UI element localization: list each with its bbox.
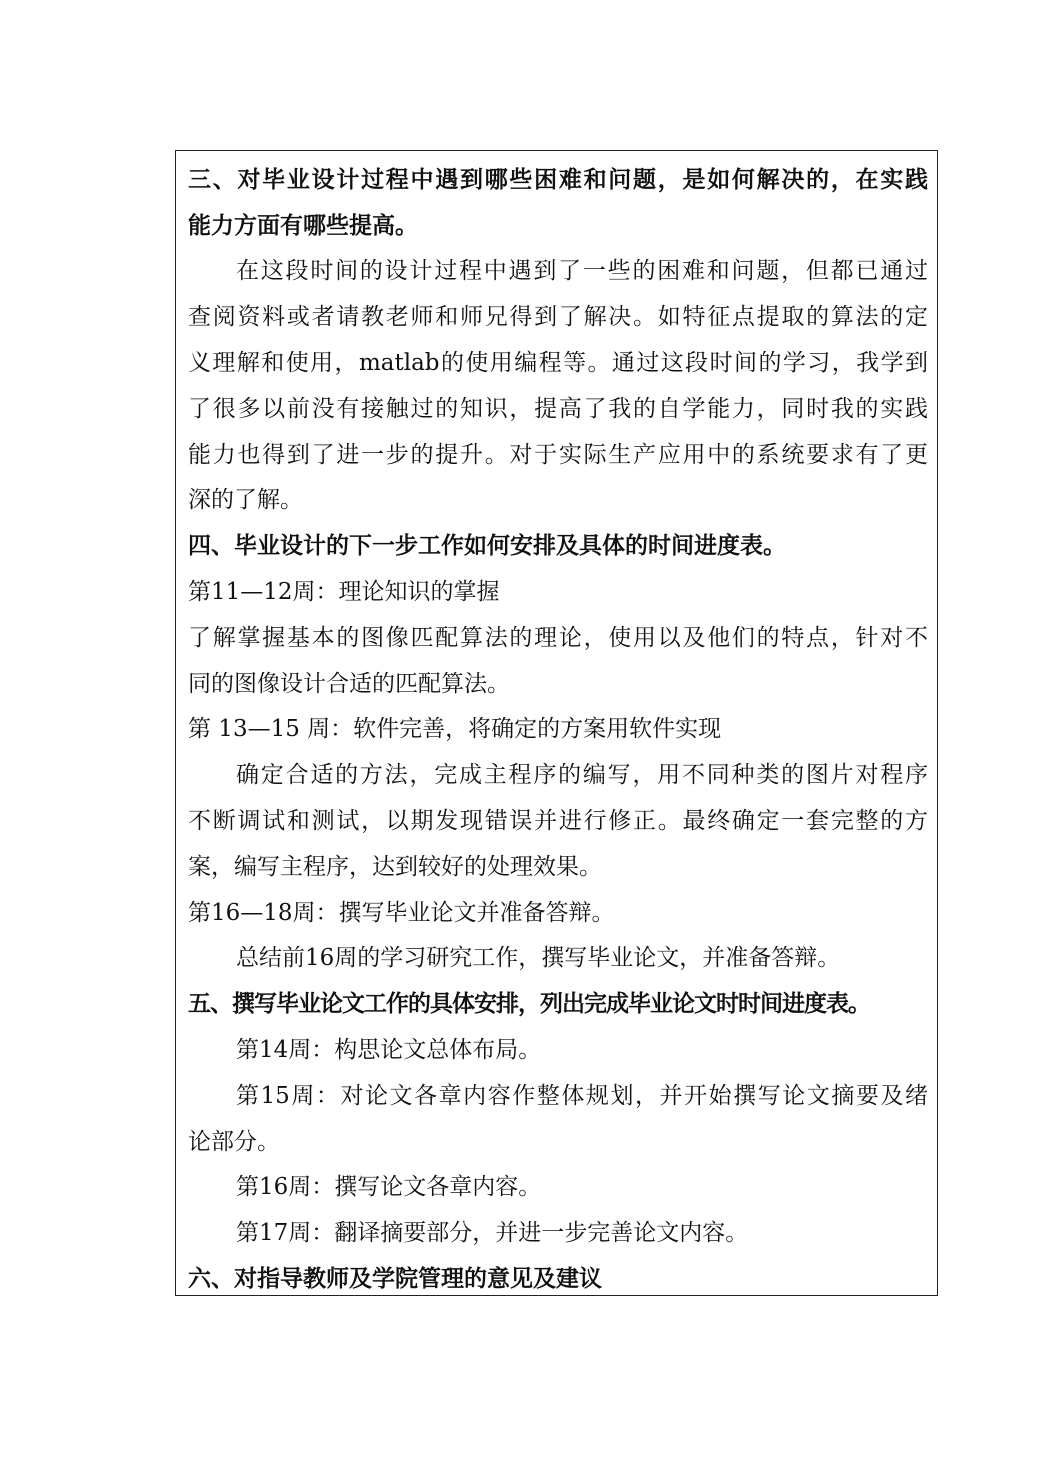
schedule-item: 第15周：对论文各章内容作整体规划，并开始撰写论文摘要及绪 (236, 1083, 928, 1109)
schedule-item: 第17周：翻译摘要部分，并进一步完善论文内容。 (236, 1220, 749, 1246)
paragraph-line: 论部分。 (188, 1129, 280, 1155)
schedule-item: 第16—18周：撰写毕业论文并准备答辩。 (188, 900, 615, 926)
schedule-item: 第11—12周：理论知识的掌握 (188, 579, 500, 605)
paragraph-line: 义理解和使用，matlab的使用编程等。通过这段时间的学习，我学到 (188, 350, 928, 376)
section-6-heading: 六、对指导教师及学院管理的意见及建议 (188, 1265, 602, 1292)
paragraph-line: 确定合适的方法，完成主程序的编写，用不同种类的图片对程序 (236, 762, 928, 788)
paragraph-line: 总结前16周的学习研究工作，撰写毕业论文，并准备答辩。 (236, 945, 841, 971)
section-3-heading-cont: 能力方面有哪些提高。 (188, 212, 418, 239)
paragraph-line: 在这段时间的设计过程中遇到了一些的困难和问题，但都已通过 (236, 258, 928, 284)
paragraph-line: 深的了解。 (188, 487, 303, 513)
paragraph-line: 能力也得到了进一步的提升。对于实际生产应用中的系统要求有了更 (188, 442, 928, 468)
section-4-heading: 四、毕业设计的下一步工作如何安排及具体的时间进度表。 (188, 532, 786, 559)
paragraph-line: 了很多以前没有接触过的知识，提高了我的自学能力，同时我的实践 (188, 396, 928, 422)
schedule-item: 第16周：撰写论文各章内容。 (236, 1174, 542, 1200)
section-3-heading: 三、对毕业设计过程中遇到哪些困难和问题，是如何解决的，在实践 (188, 166, 928, 193)
paragraph-line: 案，编写主程序，达到较好的处理效果。 (188, 854, 602, 880)
paragraph-line: 查阅资料或者请教老师和师兄得到了解决。如特征点提取的算法的定 (188, 304, 928, 330)
paragraph-line: 了解掌握基本的图像匹配算法的理论，使用以及他们的特点，针对不 (188, 625, 928, 651)
schedule-item: 第 13—15 周：软件完善，将确定的方案用软件实现 (188, 716, 722, 742)
section-5-heading: 五、撰写毕业论文工作的具体安排，列出完成毕业论文时时间进度表。 (188, 990, 870, 1017)
schedule-item: 第14周：构思论文总体布局。 (236, 1037, 542, 1063)
paragraph-line: 同的图像设计合适的匹配算法。 (188, 671, 510, 697)
paragraph-line: 不断调试和测试，以期发现错误并进行修正。最终确定一套完整的方 (188, 808, 928, 834)
